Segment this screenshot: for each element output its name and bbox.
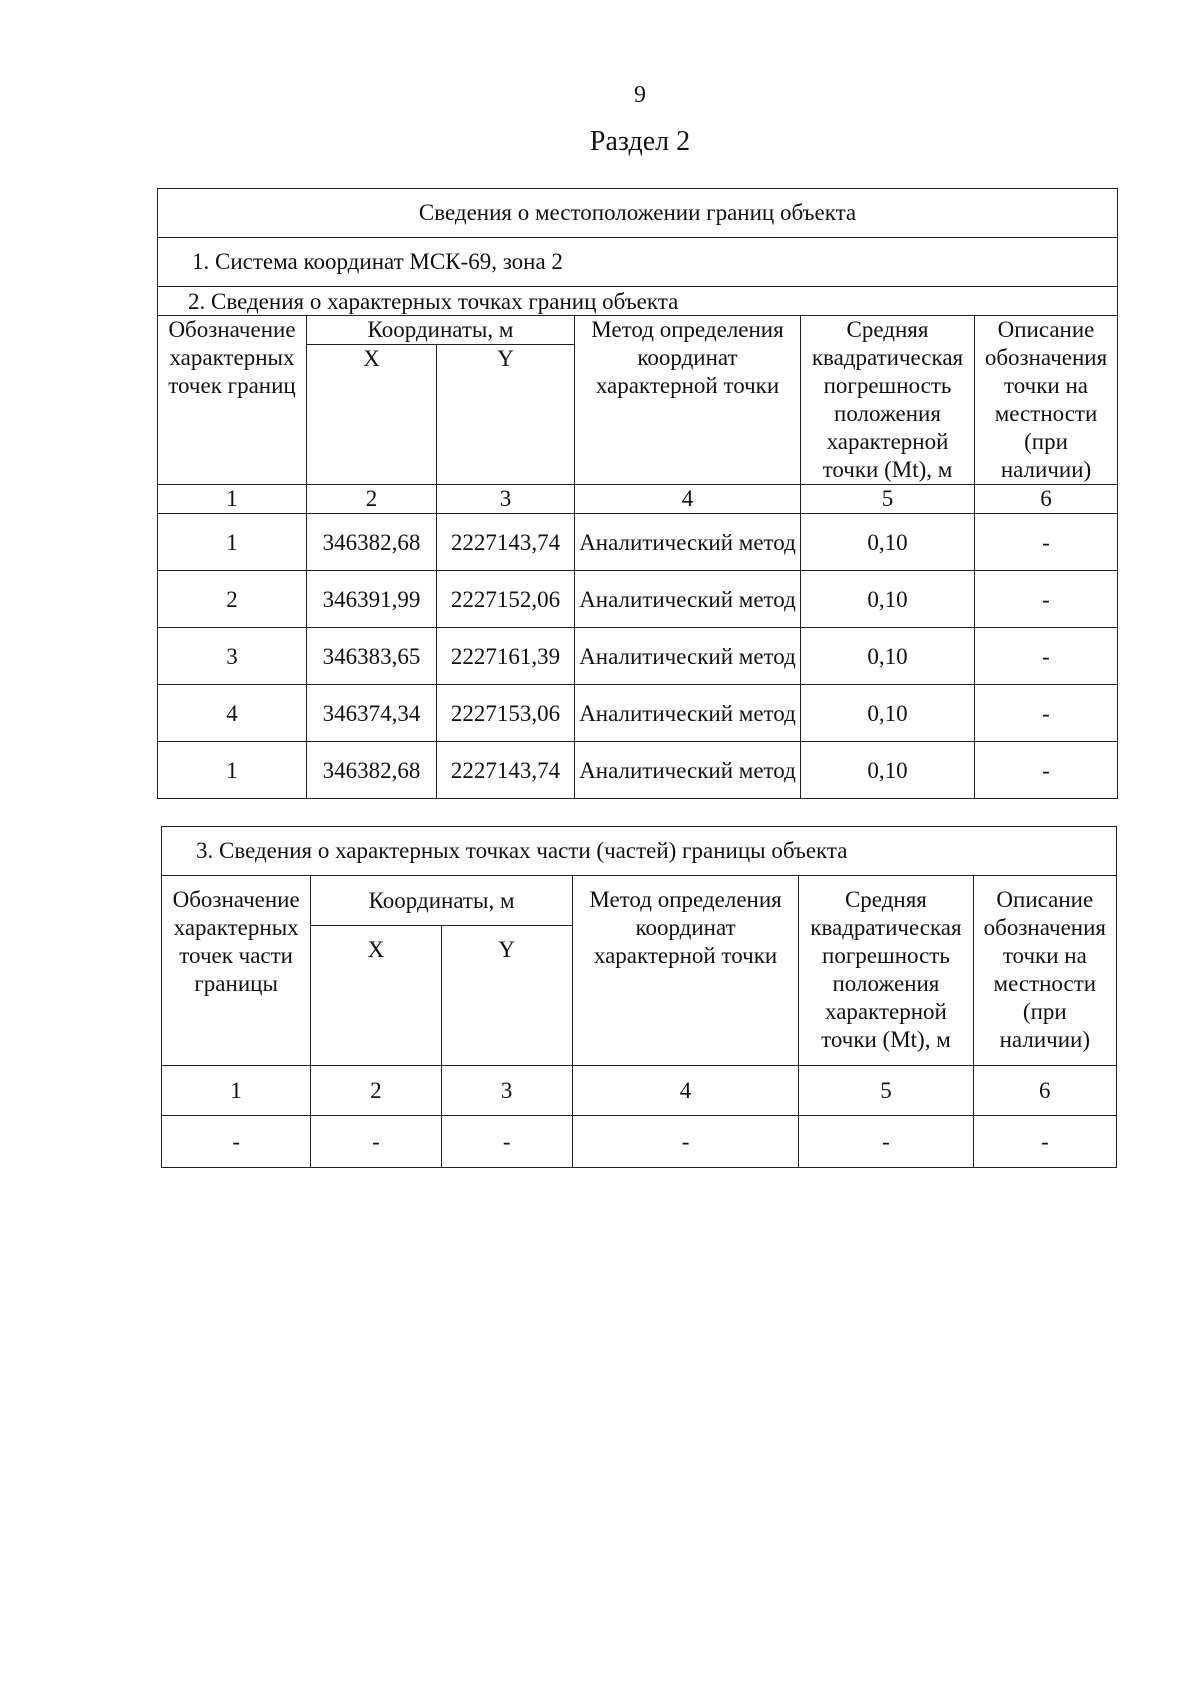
y-cell: -: [441, 1116, 572, 1168]
table-row: [158, 628, 1118, 685]
description-cell: -: [975, 685, 1118, 742]
boundary-parts-table: [161, 826, 1117, 1168]
error-cell: 0,10: [801, 628, 975, 685]
method-cell: Аналитический метод: [575, 628, 801, 685]
y-cell: 2227143,74: [437, 514, 575, 571]
method-cell: Аналитический метод: [575, 742, 801, 799]
description-cell: -: [975, 571, 1118, 628]
x-cell: 346374,34: [307, 685, 437, 742]
header-coordinates: Координаты, м: [311, 876, 573, 926]
column-number: 5: [799, 1066, 973, 1116]
point-cell: 1: [158, 742, 307, 799]
table-row: [158, 685, 1118, 742]
column-number: 1: [158, 485, 307, 514]
column-number: 5: [801, 485, 975, 514]
x-cell: -: [311, 1116, 441, 1168]
method-cell: Аналитический метод: [575, 571, 801, 628]
header-y: Y: [441, 926, 572, 1066]
error-cell: 0,10: [801, 685, 975, 742]
table-row: [162, 1116, 1117, 1168]
table-title: Сведения о местоположении границ объекта: [158, 189, 1118, 238]
header-y: Y: [437, 345, 575, 485]
column-number: 3: [437, 485, 575, 514]
point-cell: -: [162, 1116, 311, 1168]
table-subtitle: 3. Сведения о характерных точках части (частей) границы объекта: [162, 827, 1117, 876]
coordinate-system: 1. Система координат МСК-69, зона 2: [158, 238, 1118, 287]
y-cell: 2227143,74: [437, 742, 575, 799]
point-cell: 2: [158, 571, 307, 628]
method-cell: -: [572, 1116, 798, 1168]
x-cell: 346382,68: [307, 514, 437, 571]
header-error: Средняя квадратическая погрешность положения характерной точки (Mt), м: [801, 316, 975, 485]
description-cell: -: [975, 628, 1118, 685]
point-cell: 4: [158, 685, 307, 742]
header-coordinates: Координаты, м: [307, 316, 575, 345]
table-row: [158, 742, 1118, 799]
table-subtitle: 2. Сведения о характерных точках границ объекта: [158, 287, 1118, 316]
column-number: 1: [162, 1066, 311, 1116]
y-cell: 2227153,06: [437, 685, 575, 742]
error-cell: 0,10: [801, 571, 975, 628]
table-row: [158, 571, 1118, 628]
column-number: 4: [575, 485, 801, 514]
column-number: 3: [441, 1066, 572, 1116]
x-cell: 346382,68: [307, 742, 437, 799]
header-designation: Обозначение характерных точек части границы: [162, 876, 311, 1066]
method-cell: Аналитический метод: [575, 685, 801, 742]
header-method: Метод определения координат характерной точки: [572, 876, 798, 1066]
x-cell: 346383,65: [307, 628, 437, 685]
x-cell: 346391,99: [307, 571, 437, 628]
page-number: 9: [634, 82, 646, 108]
y-cell: 2227161,39: [437, 628, 575, 685]
point-cell: 3: [158, 628, 307, 685]
column-number: 6: [973, 1066, 1116, 1116]
error-cell: -: [799, 1116, 973, 1168]
description-cell: -: [975, 742, 1118, 799]
column-number: 2: [307, 485, 437, 514]
column-number: 2: [311, 1066, 441, 1116]
table-row: [158, 514, 1118, 571]
description-cell: -: [973, 1116, 1116, 1168]
header-x: X: [307, 345, 437, 485]
y-cell: 2227152,06: [437, 571, 575, 628]
header-description: Описание обозначения точки на местности (при наличии): [973, 876, 1116, 1066]
header-method: Метод определения координат характерной точки: [575, 316, 801, 485]
method-cell: Аналитический метод: [575, 514, 801, 571]
column-number: 6: [975, 485, 1118, 514]
point-cell: 1: [158, 514, 307, 571]
boundaries-table: [157, 188, 1118, 799]
header-error: Средняя квадратическая погрешность положения характерной точки (Mt), м: [799, 876, 973, 1066]
column-number: 4: [572, 1066, 798, 1116]
section-title: Раздел 2: [589, 126, 691, 157]
error-cell: 0,10: [801, 742, 975, 799]
header-designation: Обозначение характерных точек границ: [158, 316, 307, 485]
description-cell: -: [975, 514, 1118, 571]
header-x: X: [311, 926, 441, 1066]
header-description: Описание обозначения точки на местности (при наличии): [975, 316, 1118, 485]
error-cell: 0,10: [801, 514, 975, 571]
